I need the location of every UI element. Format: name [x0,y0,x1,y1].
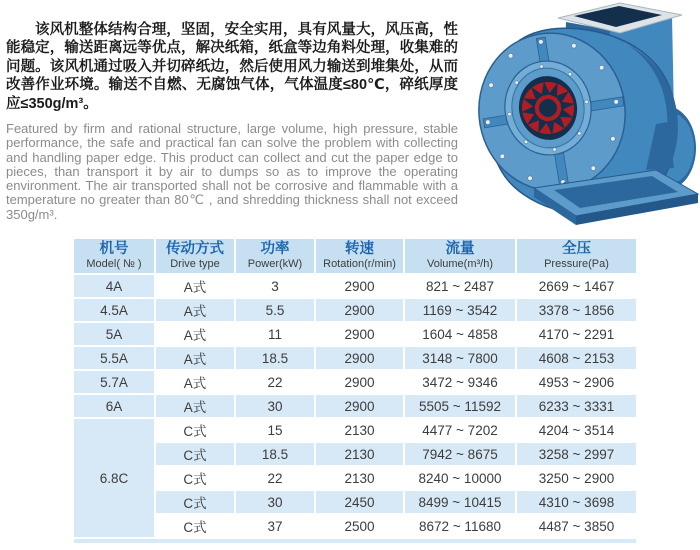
table-row [74,419,636,441]
cell-volume: 1169 ~ 3542 [405,299,515,321]
cell-pressure: 4204 ~ 3514 [517,419,636,441]
cell-power: 5.5 [236,299,314,321]
cell-rotation: 2900 [316,371,403,393]
cell-volume: 3472 ~ 9346 [405,371,515,393]
cell-power: 30 [236,395,314,417]
cell-model: 5A [74,323,154,345]
cell-volume: 8499 ~ 10415 [405,491,515,513]
cell-drive: A式 [156,275,234,297]
intro-paragraph-en: Featured by firm and rational structure, large volume, high pressure, stable performance, the safe and practical fan can solve the problem with collecting and handling paper edge. This product can collect and cut the paper edge to pieces, than transport it by air to dumps so as to improve the operating environment. The air transported shall not be corrosive and flammable with a temperature no greater than 80℃ , and shredding thickness shall not exceed 350g/m³. [6,121,458,222]
cell-pressure: 4310 ~ 3698 [517,491,636,513]
cell-volume: 4477 ~ 7202 [405,419,515,441]
cell-pressure: 4170 ~ 2291 [517,323,636,345]
col-header-rotation-zh: 转速 [345,241,374,257]
table-row [74,395,636,417]
cell-power: 30 [236,491,314,513]
table-row [74,323,636,345]
col-header-volume-zh: 流量 [445,241,475,257]
col-header-pressure [517,239,636,273]
cell-model: 6A [74,395,154,417]
table-row [74,347,636,369]
table-row [74,443,636,465]
col-header-power-en: Power(kW) [247,258,303,270]
cell-drive: C式 [156,419,234,441]
fan-product-image [460,0,700,230]
table-header-row [74,239,636,273]
intro-paragraph-zh: 该风机整体结构合理，坚固，安全实用，具有风量大，风压高，性能稳定，输送距离远等优点，解决纸箱，纸盒等边角料处理，收集难的问题。该风机通过吸入并切碎纸边，然后使用风力输送到堆集处，从而改善作业环境。输送不自燃、无腐蚀气体，气体温度≤80℃，碎纸厚度应≤350g/m³。 [6,21,458,112]
col-header-drive-zh: 传动方式 [166,241,224,257]
cell-drive: A式 [156,347,234,369]
cell-pressure: 6233 ~ 3331 [517,395,636,417]
cell-drive: C式 [156,443,234,465]
cell-rotation: 2500 [316,515,403,537]
cell-power: 18.5 [236,347,314,369]
col-header-pressure-zh: 全压 [562,241,591,257]
cell-pressure: 4608 ~ 2153 [517,347,636,369]
cell-rotation: 2900 [316,323,403,345]
cell-rotation: 2450 [316,491,403,513]
cell-rotation: 2130 [316,443,403,465]
cell-model: 4.5A [74,299,154,321]
cell-pressure: 4487 ~ 3850 [517,515,636,537]
cell-drive: A式 [156,323,234,345]
cell-volume: 8672 ~ 11680 [405,515,515,537]
col-header-model-zh: 机号 [99,241,129,257]
cell-power: 37 [236,515,314,537]
cell-pressure: 4953 ~ 2906 [517,371,636,393]
cell-drive: C式 [156,515,234,537]
col-header-drive [156,239,234,273]
cell-power: 15 [236,419,314,441]
cell-pressure: 3250 ~ 2900 [517,467,636,489]
cell-power: 22 [236,371,314,393]
cell-volume: 3148 ~ 7800 [405,347,515,369]
cell-drive: A式 [156,299,234,321]
col-header-pressure-en: Pressure(Pa) [544,258,609,270]
cell-model: 5.5A [74,347,154,369]
col-header-rotation [316,239,403,273]
cell-pressure: 3378 ~ 1856 [517,299,636,321]
cell-pressure: 3258 ~ 2997 [517,443,636,465]
col-header-power [236,239,314,273]
table-bottom-strip [74,539,636,543]
cell-volume: 1604 ~ 4858 [405,323,515,345]
cell-rotation: 2900 [316,347,403,369]
cell-power: 18.5 [236,443,314,465]
cell-rotation: 2130 [316,467,403,489]
cell-rotation: 2900 [316,275,403,297]
cell-model: 4A [74,275,154,297]
cell-drive: C式 [156,491,234,513]
col-header-power-zh: 功率 [260,241,290,257]
table-row [74,515,636,537]
col-header-rotation-en: Rotation(r/min) [323,258,396,270]
table-row [74,371,636,393]
table-row [74,275,636,297]
table-row [74,299,636,321]
table-row [74,491,636,513]
cell-rotation: 2900 [316,299,403,321]
cell-rotation: 2900 [316,395,403,417]
cell-volume: 5505 ~ 11592 [405,395,515,417]
col-header-drive-en: Drive type [170,258,220,270]
col-header-model [74,239,154,273]
table-row [74,467,636,489]
col-header-volume-en: Volume(m³/h) [426,258,494,270]
cell-drive: A式 [156,371,234,393]
col-header-volume [405,239,515,273]
cell-drive: A式 [156,395,234,417]
cell-volume: 821 ~ 2487 [405,275,515,297]
col-header-model-en: Model( № ) [86,258,142,270]
cell-rotation: 2130 [316,419,403,441]
cell-volume: 8240 ~ 10000 [405,467,515,489]
cell-volume: 7942 ~ 8675 [405,443,515,465]
cell-drive: C式 [156,467,234,489]
cell-model-merged: 6.8C [74,419,154,537]
cell-model: 5.7A [74,371,154,393]
cell-power: 3 [236,275,314,297]
spec-table [72,237,638,545]
cell-power: 11 [236,323,314,345]
cell-pressure: 2669 ~ 1467 [517,275,636,297]
cell-power: 22 [236,467,314,489]
